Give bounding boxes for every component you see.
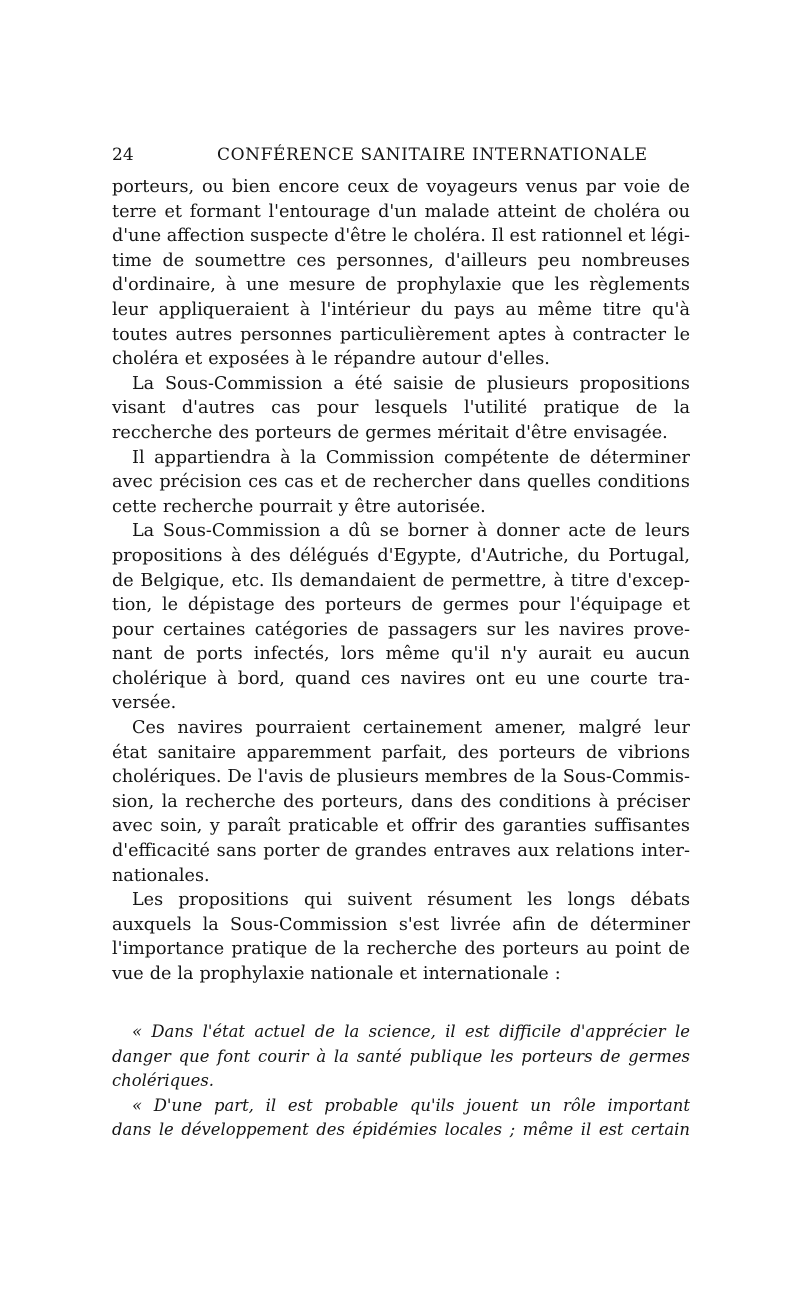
text-line: état sanitaire apparemment parfait, des porteurs de vibrions: [112, 742, 690, 763]
text-line: de Belgique, etc. Ils demandaient de permettre, à titre d'excep-: [112, 570, 690, 591]
text-line: nant de ports infectés, lors même qu'il n'y aurait eu aucun: [112, 644, 690, 665]
text-line: visant d'autres cas pour lesquels l'utilité pratique de la: [112, 398, 690, 419]
text-line: Les propositions qui suivent résument les longs débats: [132, 890, 690, 911]
text-line: versée.: [112, 693, 177, 714]
text-line: porteurs, ou bien encore ceux de voyageurs venus par voie de: [112, 177, 690, 197]
text-line: tion, le dépistage des porteurs de germes pour l'équipage et: [112, 595, 690, 616]
text-line: reccherche des porteurs de germes méritait d'être envisagée.: [112, 422, 668, 443]
running-title: CONFÉRENCE SANITAIRE INTERNATIONALE: [217, 145, 648, 165]
text-line: cholériques. De l'avis de plusieurs membres de la Sous-Commis-: [112, 767, 690, 788]
text-line: pour certaines catégories de passagers sur les navires prove-: [112, 619, 690, 640]
text-line: d'ordinaire, à une mesure de prophylaxie que les règlements: [112, 275, 690, 296]
text-line: toutes autres personnes particulièrement aptes à contracter le: [112, 324, 690, 345]
text-line: l'importance pratique de la recherche des porteurs au point de: [112, 939, 690, 960]
text-line: choléra et exposées à le répandre autour d'elles.: [112, 349, 550, 370]
quoted-propositions: [112, 1020, 690, 1143]
text-line: propositions à des délégués d'Egypte, d'Autriche, du Portugal,: [112, 545, 690, 566]
text-line: time de soumettre ces personnes, d'ailleurs peu nombreuses: [112, 250, 690, 271]
text-line: vue de la prophylaxie nationale et internationale :: [112, 964, 561, 984]
text-line: Il appartiendra à la Commission compétente de déterminer: [132, 447, 690, 468]
text-line: sion, la recherche des porteurs, dans des conditions à préciser: [112, 791, 690, 812]
text-line: danger que font courir à la santé publique les porteurs de germes: [112, 1046, 690, 1066]
text-line: dans le développement des épidémies locales ; même il est certain: [112, 1120, 690, 1140]
text-line: avec soin, y paraît praticable et offrir des garanties suffisantes: [112, 816, 690, 837]
running-head: [112, 142, 690, 168]
text-line: Ces navires pourraient certainement amener, malgré leur: [132, 718, 690, 739]
page-number: 24: [112, 145, 134, 165]
text-line: d'une affection suspecte d'être le choléra. Il est rationnel et légi-: [112, 226, 690, 247]
text-line: « D'une part, il est probable qu'ils jouent un rôle important: [132, 1095, 690, 1115]
text-line: « Dans l'état actuel de la science, il est difficile d'apprécier le: [132, 1022, 690, 1041]
text-line: cholérique à bord, quand ces navires ont eu une courte tra-: [112, 668, 690, 689]
text-line: nationales.: [112, 865, 210, 886]
text-line: La Sous-Commission a été saisie de plusieurs propositions: [132, 373, 690, 394]
text-line: auxquels la Sous-Commission s'est livrée afin de déterminer: [112, 914, 690, 935]
body-text: [112, 175, 690, 987]
text-line: cholériques.: [112, 1071, 214, 1091]
text-line: terre et formant l'entourage d'un malade atteint de choléra ou: [112, 201, 690, 222]
text-line: La Sous-Commission a dû se borner à donner acte de leurs: [132, 521, 690, 542]
text-line: d'efficacité sans porter de grandes entraves aux relations inter-: [112, 841, 690, 862]
text-line: cette recherche pourrait y être autorisée.: [112, 496, 486, 517]
text-line: avec précision ces cas et de rechercher dans quelles conditions: [112, 472, 690, 493]
text-line: leur appliqueraient à l'intérieur du pays au même titre qu'à: [112, 299, 690, 320]
